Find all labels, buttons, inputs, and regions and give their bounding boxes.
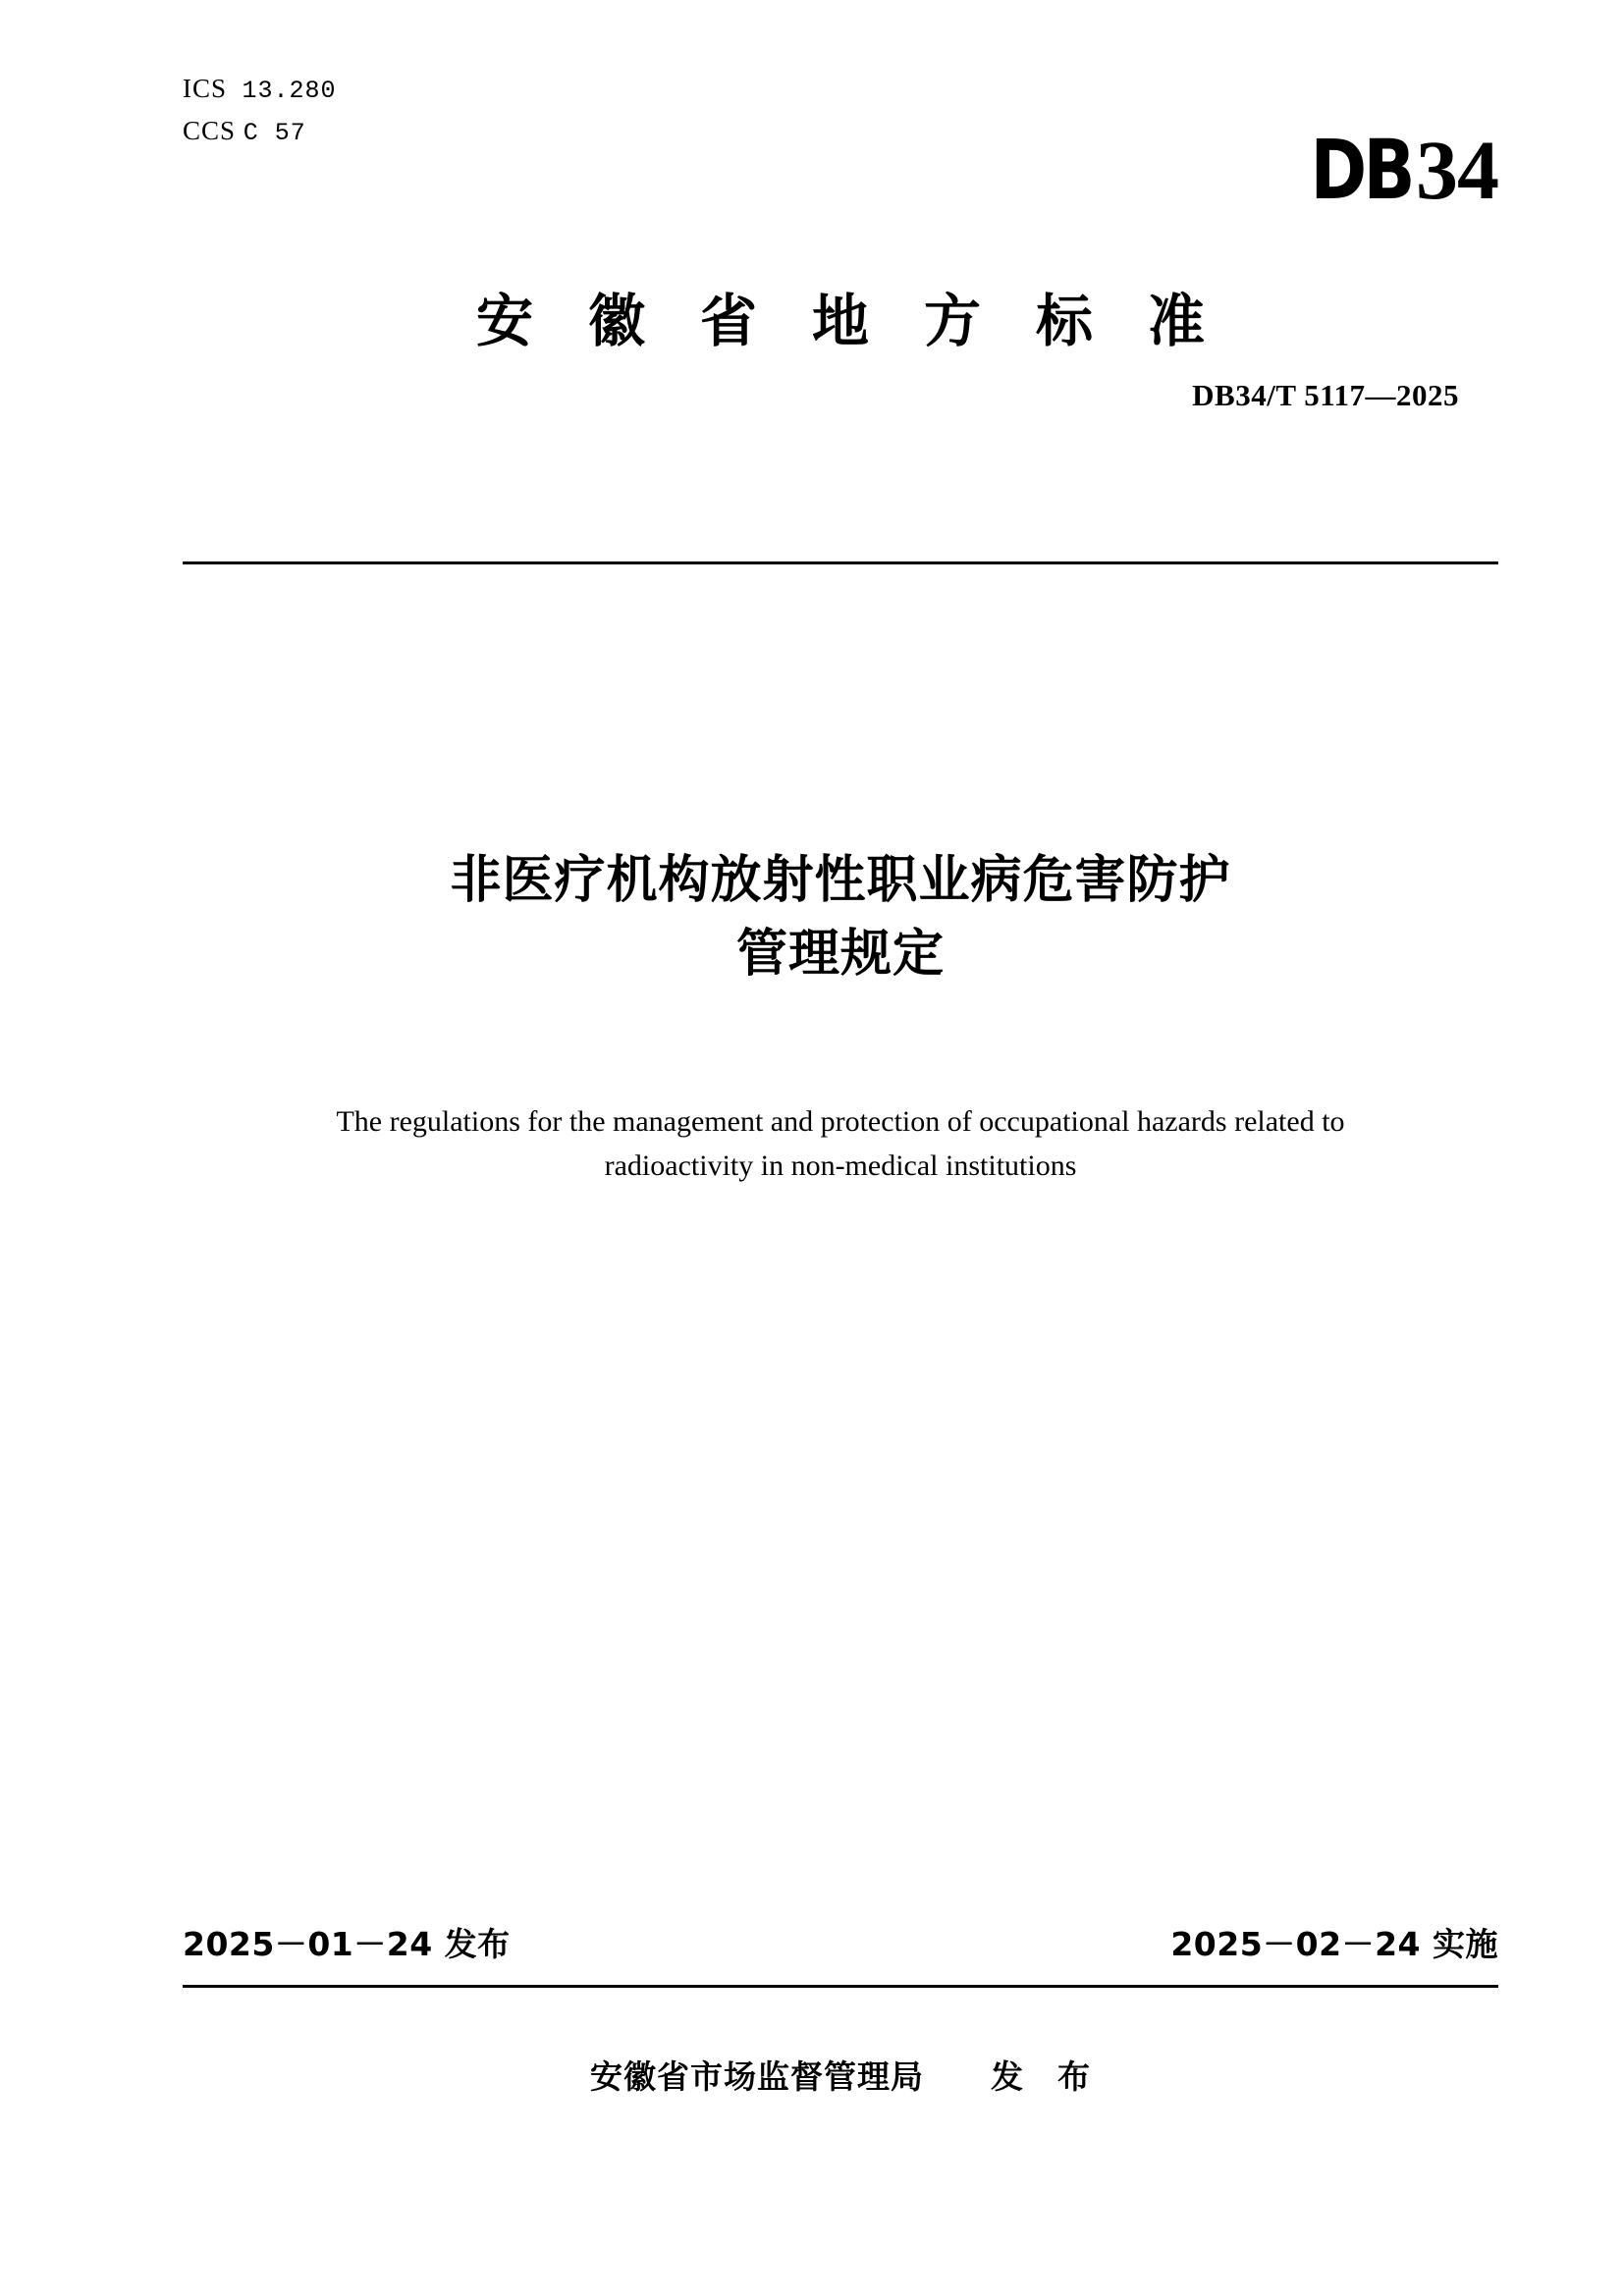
ics-line [183, 69, 337, 111]
page-content [183, 0, 1498, 2296]
header-divider [183, 561, 1498, 564]
page-title-line1: 非医疗机构放射性职业病危害防护 [450, 851, 1231, 910]
province-standard-char-2: 省 [699, 288, 757, 354]
ccs-label: CCS [183, 115, 237, 145]
province-standard-char-4: 方 [924, 288, 982, 354]
publisher: 安徽省市场监督管理局 发 布 [590, 2057, 1091, 2096]
db-logo-prefix: DB [1310, 122, 1412, 218]
issue-date: 2025－01－24 发布 [183, 1925, 511, 1963]
province-standard-title [183, 275, 1498, 357]
province-standard-char-3: 地 [811, 288, 869, 354]
page-title-english [291, 1099, 1390, 1188]
ccs-line [183, 111, 337, 153]
page-title [183, 844, 1498, 992]
footer-divider [183, 1985, 1498, 1988]
page-title-english-line2: radioactivity in non-medical institutions [604, 1149, 1077, 1182]
ics-label: ICS [183, 74, 228, 103]
province-standard-char-5: 标 [1036, 288, 1094, 354]
ics-value: 13.280 [242, 77, 337, 105]
db-logo [1306, 122, 1498, 218]
ccs-value: C 57 [243, 118, 306, 147]
province-standard-char-6: 准 [1148, 288, 1206, 354]
standard-number: DB34/T 5117—2025 [1192, 378, 1459, 412]
db-logo-number: 34 [1416, 123, 1498, 217]
page-title-english-line1: The regulations for the management and protection of occupational hazards related to [336, 1105, 1345, 1138]
ics-classification-block [183, 69, 337, 153]
page-title-line2: 管理规定 [735, 925, 945, 985]
province-standard-char-0: 安 [475, 288, 533, 354]
implementation-date: 2025－02－24 实施 [1170, 1925, 1498, 1963]
province-standard-char-1: 徽 [587, 288, 645, 354]
